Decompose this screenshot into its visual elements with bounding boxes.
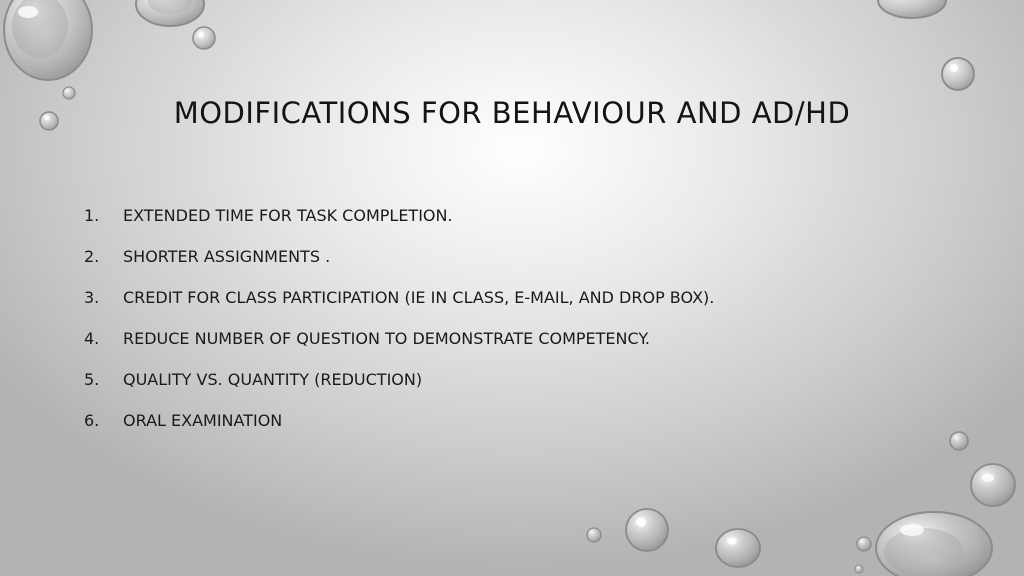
list-item	[84, 370, 964, 411]
list-item	[84, 329, 964, 370]
list-item-text: SHORTER ASSIGNMENTS .	[123, 247, 331, 266]
droplet-icon	[193, 27, 215, 49]
list-item-text: REDUCE NUMBER OF QUESTION TO DEMONSTRATE COMPETENCY.	[123, 329, 650, 348]
modification-list	[84, 206, 964, 452]
droplet-icon	[855, 565, 863, 573]
list-item	[84, 247, 964, 288]
droplet-icon	[626, 509, 668, 551]
list-item-number: 1.	[84, 206, 100, 225]
list-item-number: 6.	[84, 411, 100, 430]
droplet-icon	[878, 0, 946, 18]
slide-title: MODIFICATIONS FOR BEHAVIOUR AND AD/HD	[173, 96, 851, 130]
list-item-number: 4.	[84, 329, 100, 348]
list-item-number: 2.	[84, 247, 100, 266]
list-item-text: ORAL EXAMINATION	[123, 411, 283, 430]
list-item	[84, 288, 964, 329]
droplet-icon	[857, 537, 871, 551]
droplet-icon	[587, 528, 601, 542]
list-item-text: EXTENDED TIME FOR TASK COMPLETION.	[123, 206, 453, 225]
list-item	[84, 411, 964, 452]
list-item	[84, 206, 964, 247]
droplet-icon	[716, 529, 760, 567]
list-item-text: CREDIT FOR CLASS PARTICIPATION (IE IN CLASS, E-MAIL, AND DROP BOX).	[123, 288, 715, 307]
droplet-icon	[136, 0, 204, 26]
list-item-text: QUALITY VS. QUANTITY (REDUCTION)	[123, 370, 423, 389]
droplet-icon	[4, 0, 92, 80]
list-item-number: 3.	[84, 288, 100, 307]
droplet-icon	[942, 58, 974, 90]
droplet-icon	[876, 512, 992, 576]
droplet-icon	[971, 464, 1015, 506]
list-item-number: 5.	[84, 370, 100, 389]
